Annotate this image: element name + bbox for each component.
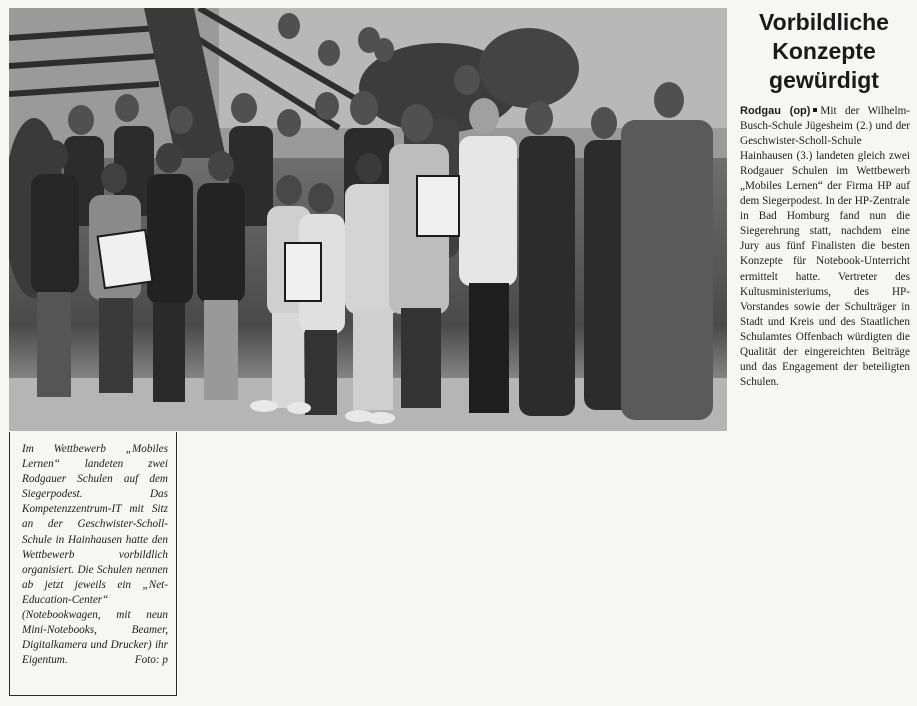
photo-caption-box xyxy=(9,432,177,696)
photo-credit: Foto: p xyxy=(134,654,168,667)
bullet-icon xyxy=(813,108,817,112)
group-photo xyxy=(9,8,727,431)
headline: Vorbildliche Konzepte gewürdigt xyxy=(759,9,889,93)
article-body: Mit der Wilhelm-Busch-Schule Jügesheim (2.) und der Geschwister-Scholl-Schule Hainhausen (3.) landeten gleich zwei Rodgauer Schulen im Wettbewerb „Mobiles Lernen“ der Firma HP auf dem Siegerpodest. In der HP-Zentrale in Bad Homburg fand nun die Siegerehrung statt, nachdem eine Jury aus fünf Finalisten die besten Konzepte für Notebook-Unterricht ermittelt hatte. Vertreter des Kultusministeriums, des HP-Vorstandes sowie der Schulträger in Stadt und Kreis und des Staatlichen Schulamtes Offenbach würdigten die Qualität der eingereichten Beiträge und das Engagement der beteiligten Schulen. xyxy=(740,105,910,388)
article-dateline: Rodgau (op) xyxy=(740,105,811,117)
caption-text: Im Wettbewerb „Mobiles Lernen“ landeten zwei Rodgauer Schulen auf dem Siegerpodest. Das Kompetenzzentrum-IT mit Sitz an der Geschwister-Scholl-Schule in Hainhausen hatte den Wettbewerb vorbildlich organisiert. Die Schulen nennen ab jetzt jeweils ein „Net-Education-Center“ (Notebookwagen, mit neun Mini-Notebooks, Beamer, Digitalkamera und Drucker) ihr Eigentum. xyxy=(22,443,168,667)
photo-caption xyxy=(22,442,168,668)
article-text xyxy=(740,104,910,390)
group-photo-illustration xyxy=(9,8,727,431)
